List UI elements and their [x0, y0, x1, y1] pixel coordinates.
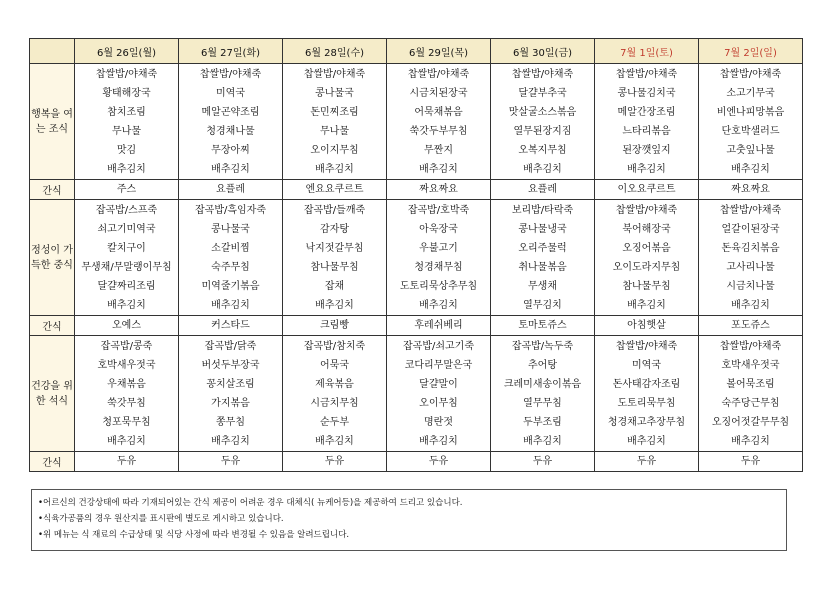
menu-item: 소고기무국: [726, 87, 775, 99]
meal-label: 건강을 위한 석식: [30, 336, 75, 452]
menu-item: 고춧잎나물: [726, 144, 775, 156]
menu-item: 호박새우젓국: [721, 359, 780, 371]
meal-row: [30, 64, 803, 180]
menu-item: 쇠고기미역국: [97, 223, 156, 235]
notice-line: •식육가공품의 경우 원산지를 표시판에 별도로 게시하고 있습니다.: [38, 514, 284, 524]
snack-label: 간식: [30, 452, 75, 472]
menu-item: 찹쌀밥/야채죽: [719, 340, 782, 352]
menu-item: 배추김치: [731, 163, 770, 175]
menu-item: 쑥갓무침: [107, 397, 146, 409]
menu-item: 메알간장조림: [617, 106, 676, 118]
menu-item: 꽁치살조림: [206, 378, 255, 390]
snack-row: [30, 316, 803, 336]
snack-cell: 이오요쿠르트: [595, 180, 699, 200]
menu-item: 아욱장국: [419, 223, 458, 235]
menu-item: 미역국: [632, 359, 661, 371]
menu-item: 찹쌀밥/야채죽: [303, 68, 366, 80]
meal-cell: [699, 336, 803, 452]
snack-cell: 두유: [595, 452, 699, 472]
snack-cell: 두유: [699, 452, 803, 472]
snack-row: [30, 452, 803, 472]
menu-item: 도토리묵상추무침: [399, 280, 478, 292]
menu-item: 청포묵무침: [102, 416, 151, 428]
weekly-menu-table: [29, 38, 803, 472]
menu-item: 돈육김치볶음: [721, 242, 780, 254]
menu-item: 잡곡밥/참치죽: [303, 340, 366, 352]
menu-item: 찹쌀밥/야채죽: [719, 204, 782, 216]
menu-item: 콩나물국: [315, 87, 354, 99]
menu-item: 달걀부추국: [518, 87, 567, 99]
menu-item: 잡곡밥/녹두죽: [511, 340, 574, 352]
menu-item: 찹쌀밥/야채죽: [407, 68, 470, 80]
menu-item: 잡곡밥/콩죽: [100, 340, 153, 352]
menu-item: 느타리볶음: [622, 125, 671, 137]
menu-item: 비엔나피망볶음: [716, 106, 785, 118]
menu-item: 크레미새송이볶음: [503, 378, 582, 390]
menu-item: 배추김치: [315, 163, 354, 175]
menu-item: 열무김치: [523, 299, 562, 311]
menu-item: 낙지젓갈무침: [305, 242, 364, 254]
snack-cell: 아침햇살: [595, 316, 699, 336]
menu-item: 콩나물김치국: [617, 87, 676, 99]
menu-item: 시금치된장국: [409, 87, 468, 99]
menu-item: 배추김치: [211, 435, 250, 447]
menu-item: 배추김치: [315, 299, 354, 311]
menu-item: 오이지무침: [310, 144, 359, 156]
day-header: 6월 29일(목): [387, 39, 491, 64]
menu-item: 무생채: [528, 280, 557, 292]
menu-item: 콩나물국: [211, 223, 250, 235]
snack-cell: 요플레: [179, 180, 283, 200]
menu-item: 청경채나물: [206, 125, 255, 137]
menu-item: 배추김치: [315, 435, 354, 447]
snack-cell: 주스: [75, 180, 179, 200]
menu-item: 무생채/무말랭이무침: [81, 261, 172, 273]
menu-item: 쫑무침: [216, 416, 245, 428]
menu-item: 잡곡밥/쇠고기죽: [403, 340, 474, 352]
menu-item: 무장아찌: [211, 144, 250, 156]
snack-cell: 두유: [491, 452, 595, 472]
meal-row: [30, 200, 803, 316]
menu-item: 배추김치: [419, 299, 458, 311]
menu-item: 어묵국: [320, 359, 349, 371]
menu-item: 맛살굴소스볶음: [508, 106, 577, 118]
menu-item: 보리밥/타락죽: [511, 204, 574, 216]
snack-cell: 짜요짜요: [387, 180, 491, 200]
menu-item: 메알곤약조림: [201, 106, 260, 118]
day-header: 6월 26일(월): [75, 39, 179, 64]
meal-label: 정성이 가득한 중식: [30, 200, 75, 316]
meal-cell: [179, 200, 283, 316]
menu-item: 어묵채볶음: [414, 106, 463, 118]
menu-item: 찹쌀밥/야채죽: [719, 68, 782, 80]
menu-item: 잡곡밥/흑임자죽: [195, 204, 266, 216]
menu-item: 무짠지: [424, 144, 453, 156]
menu-item: 잡곡밥/호박죽: [407, 204, 470, 216]
menu-item: 맛김: [116, 144, 137, 156]
menu-item: 배추김치: [107, 163, 146, 175]
meal-cell: [387, 200, 491, 316]
snack-label: 간식: [30, 180, 75, 200]
menu-item: 배추김치: [419, 163, 458, 175]
menu-item: 잡곡밥/스프죽: [95, 204, 158, 216]
day-header: 6월 28일(수): [283, 39, 387, 64]
snack-cell: 두유: [179, 452, 283, 472]
menu-item: 코다리무말은국: [404, 359, 473, 371]
menu-item: 열무무침: [523, 397, 562, 409]
menu-item: 참나물무침: [622, 280, 671, 292]
menu-item: 북어해장국: [622, 223, 671, 235]
menu-item: 달걀말이: [419, 378, 458, 390]
snack-row: [30, 180, 803, 200]
menu-item: 돈사태감자조림: [612, 378, 681, 390]
day-header: 6월 27일(화): [179, 39, 283, 64]
meal-cell: [75, 64, 179, 180]
notice-line: •어르신의 건강상태에 따라 기재되어있는 간식 제공이 어려운 경우 대체식( 뉴케어등)을 제공하여 드리고 있습니다.: [38, 498, 463, 508]
menu-item: 우불고기: [419, 242, 458, 254]
menu-item: 오복지무침: [518, 144, 567, 156]
menu-item: 호박새우젓국: [97, 359, 156, 371]
menu-item: 배추김치: [731, 435, 770, 447]
menu-item: 배추김치: [731, 299, 770, 311]
meal-label: 행복을 여는 조식: [30, 64, 75, 180]
meal-cell: [75, 336, 179, 452]
corner-cell: [30, 39, 75, 64]
snack-cell: 두유: [283, 452, 387, 472]
menu-item: 콩나물냉국: [518, 223, 567, 235]
menu-item: 황태해장국: [102, 87, 151, 99]
menu-item: 도토리묵무침: [617, 397, 676, 409]
menu-item: 무나물: [112, 125, 141, 137]
snack-cell: 요플레: [491, 180, 595, 200]
menu-item: 오징어젓갈무무침: [711, 416, 790, 428]
meal-cell: [283, 336, 387, 452]
snack-cell: 두유: [75, 452, 179, 472]
day-header: 6월 30일(금): [491, 39, 595, 64]
menu-item: 돈민찌조림: [310, 106, 359, 118]
day-header: 7월 2일(일): [699, 39, 803, 64]
snack-cell: 오예스: [75, 316, 179, 336]
menu-item: 배추김치: [107, 299, 146, 311]
menu-item: 얼갈이된장국: [721, 223, 780, 235]
snack-cell: 두유: [387, 452, 491, 472]
menu-item: 우채볶음: [107, 378, 146, 390]
menu-item: 소갈비찜: [211, 242, 250, 254]
menu-item: 시금치무침: [310, 397, 359, 409]
snack-cell: 후레쉬베리: [387, 316, 491, 336]
menu-item: 숙주무침: [211, 261, 250, 273]
menu-item: 배추김치: [211, 163, 250, 175]
menu-item: 잡채: [324, 280, 345, 292]
menu-item: 참치조림: [107, 106, 146, 118]
notice-box: [31, 489, 787, 551]
meal-cell: [179, 64, 283, 180]
meal-cell: [387, 64, 491, 180]
meal-cell: [283, 200, 387, 316]
notice-line: •위 메뉴는 식 재료의 수급상태 및 식당 사정에 따라 변경될 수 있음을 알려드립니다.: [38, 530, 350, 540]
menu-item: 제육볶음: [315, 378, 354, 390]
menu-item: 오이도라지무침: [612, 261, 681, 273]
menu-item: 가지볶음: [211, 397, 250, 409]
menu-item: 취나물볶음: [518, 261, 567, 273]
snack-label: 간식: [30, 316, 75, 336]
menu-item: 배추김치: [523, 163, 562, 175]
meal-cell: [595, 336, 699, 452]
menu-item: 단호박샐러드: [721, 125, 780, 137]
menu-item: 추어탕: [528, 359, 557, 371]
menu-item: 무나물: [320, 125, 349, 137]
menu-item: 순두부: [320, 416, 349, 428]
menu-item: 버섯두부장국: [201, 359, 260, 371]
meal-cell: [387, 336, 491, 452]
menu-item: 오리주물럭: [518, 242, 567, 254]
menu-item: 배추김치: [419, 435, 458, 447]
menu-item: 볼어묵조림: [726, 378, 775, 390]
meal-row: [30, 336, 803, 452]
meal-cell: [491, 64, 595, 180]
menu-item: 배추김치: [107, 435, 146, 447]
snack-cell: 크림빵: [283, 316, 387, 336]
menu-item: 두부조림: [523, 416, 562, 428]
menu-item: 배추김치: [627, 299, 666, 311]
menu-item: 청경채고추장무침: [607, 416, 686, 428]
meal-cell: [491, 200, 595, 316]
date-header-row: [30, 39, 803, 64]
menu-item: 숙주당근무침: [721, 397, 780, 409]
menu-item: 고사리나물: [726, 261, 775, 273]
menu-item: 찹쌀밥/야채죽: [615, 340, 678, 352]
snack-cell: 포도쥬스: [699, 316, 803, 336]
menu-item: 달걀짜리조림: [97, 280, 156, 292]
day-header: 7월 1일(토): [595, 39, 699, 64]
menu-item: 미역국: [216, 87, 245, 99]
menu-item: 찹쌀밥/야채죽: [511, 68, 574, 80]
meal-cell: [283, 64, 387, 180]
meal-cell: [491, 336, 595, 452]
menu-item: 찹쌀밥/야채죽: [615, 68, 678, 80]
meal-cell: [699, 200, 803, 316]
menu-item: 배추김치: [211, 299, 250, 311]
meal-cell: [595, 64, 699, 180]
menu-item: 칼치구이: [107, 242, 146, 254]
menu-item: 찹쌀밥/야채죽: [615, 204, 678, 216]
menu-item: 찹쌀밥/야채죽: [95, 68, 158, 80]
menu-item: 오이무침: [419, 397, 458, 409]
menu-item: 참나물무침: [310, 261, 359, 273]
menu-item: 배추김치: [627, 435, 666, 447]
menu-item: 오징어볶음: [622, 242, 671, 254]
menu-item: 명란젓: [424, 416, 453, 428]
menu-item: 된장깻잎지: [622, 144, 671, 156]
snack-cell: 짜요짜요: [699, 180, 803, 200]
meal-cell: [699, 64, 803, 180]
menu-item: 배추김치: [523, 435, 562, 447]
menu-item: 잡곡밥/들깨죽: [303, 204, 366, 216]
menu-item: 미역줄기볶음: [201, 280, 260, 292]
menu-item: 열무된장지짐: [513, 125, 572, 137]
meal-cell: [75, 200, 179, 316]
meal-cell: [595, 200, 699, 316]
menu-item: 찹쌀밥/야채죽: [199, 68, 262, 80]
menu-item: 배추김치: [627, 163, 666, 175]
snack-cell: 커스타드: [179, 316, 283, 336]
menu-item: 청경채무침: [414, 261, 463, 273]
menu-item: 잡곡밥/닭죽: [204, 340, 257, 352]
meal-cell: [179, 336, 283, 452]
snack-cell: 엔요요쿠르트: [283, 180, 387, 200]
menu-item: 쑥갓두부무침: [409, 125, 468, 137]
snack-cell: 토마토쥬스: [491, 316, 595, 336]
menu-item: 감자탕: [320, 223, 349, 235]
menu-item: 시금치나물: [726, 280, 775, 292]
